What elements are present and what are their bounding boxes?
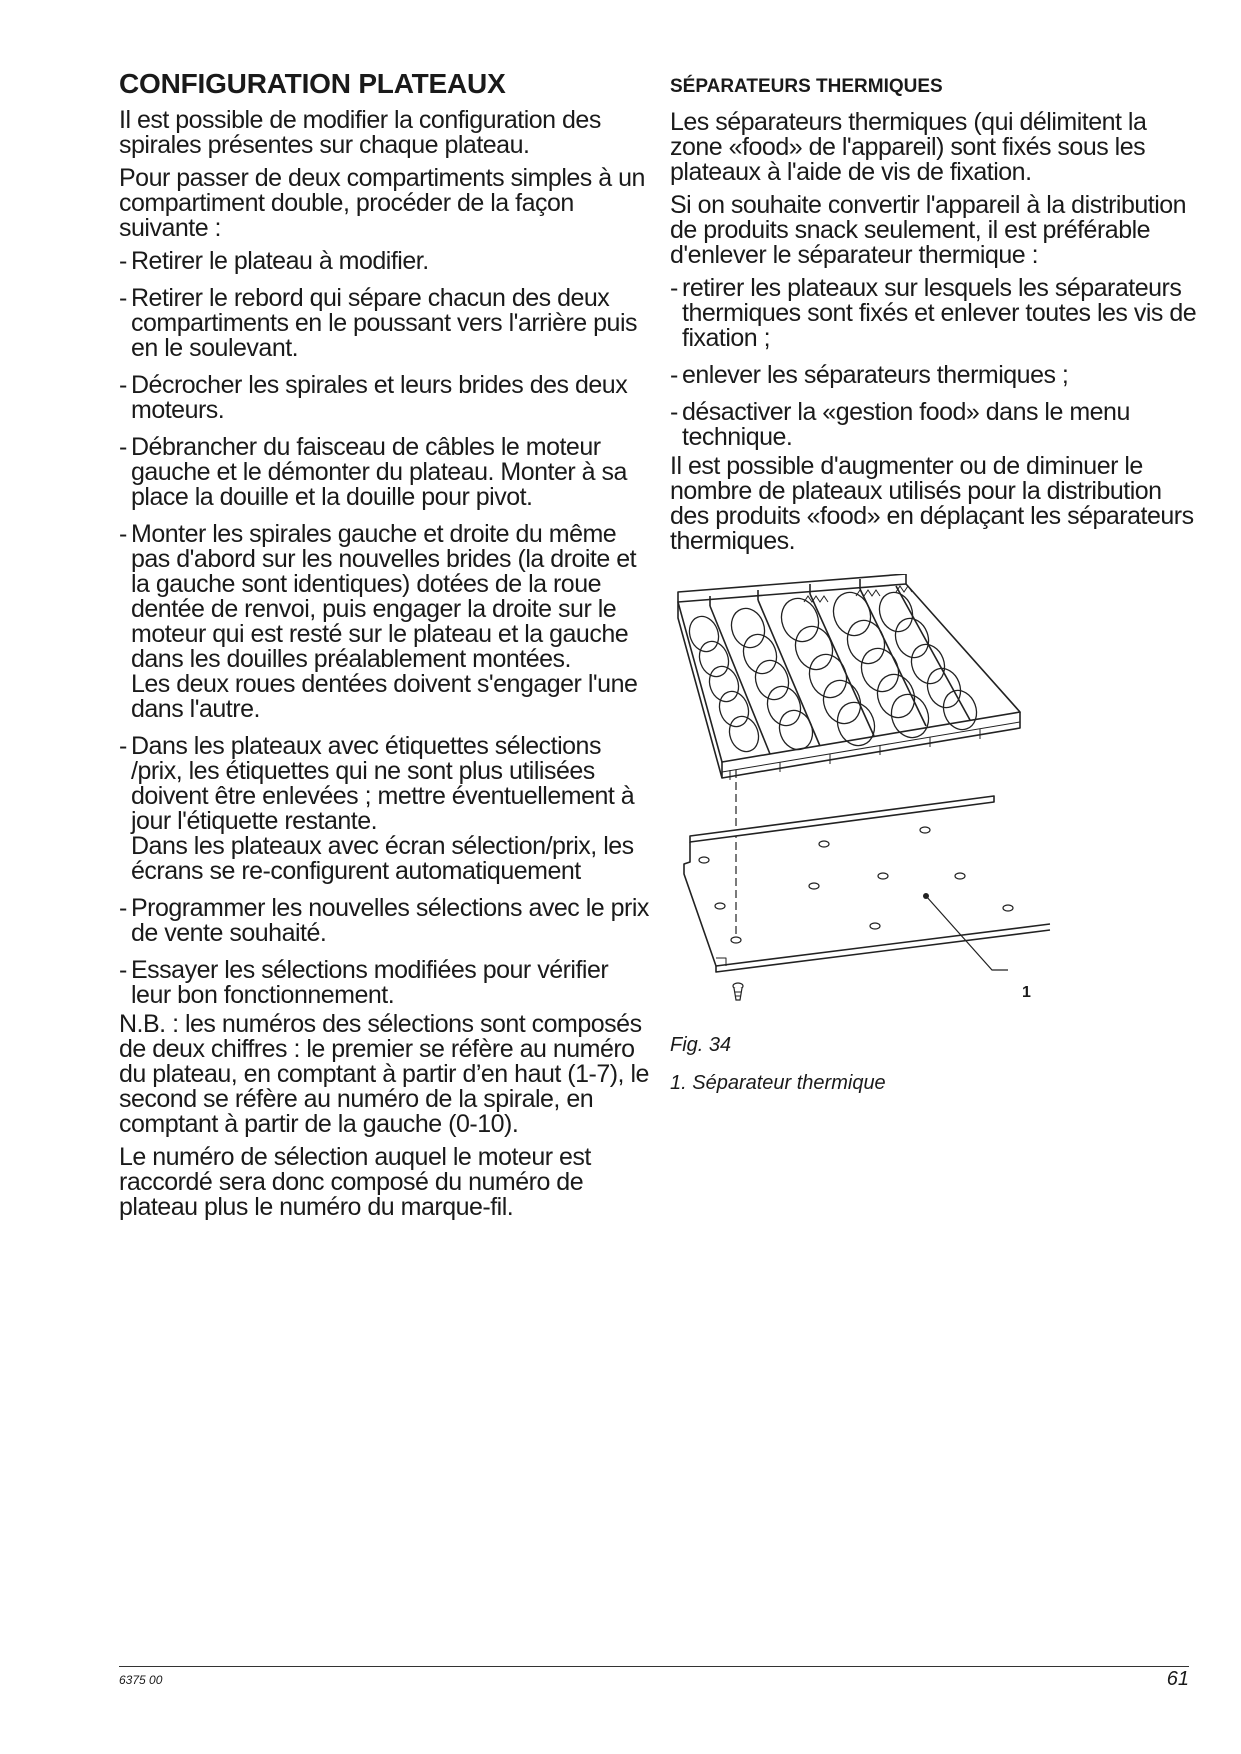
page-number: 61 xyxy=(1166,1668,1189,1690)
list-item: - Débrancher du faisceau de câbles le moteur gauche et le démonter du plateau. Monter à sa place la douille et la douille pour pivot. xyxy=(119,435,649,510)
list-item: - Retirer le plateau à modifier. xyxy=(119,249,649,274)
separator-paragraph-1: Les séparateurs thermiques (qui délimitent la zone «food» de l'appareil) sont fixés sous les plateaux à l'aide de vis de fixation. xyxy=(670,108,1147,186)
list-item: - Monter les spirales gauche et droite du même pas d'abord sur les nouvelles brides (la droite et la gauche sont identiques) dotées de la roue dentée de renvoi, puis engager la droite sur le moteur qui est resté sur le plateau et la gauche dans les douilles préalablement montées. Les deux roues dentées doivent s'engager l'une dans l'autre. xyxy=(119,522,649,722)
list-item: - Retirer le rebord qui sépare chacun des deux compartiments en le poussant vers l'arrière puis en le soulevant. xyxy=(119,286,649,361)
left-column xyxy=(119,66,649,1228)
list-item: - Programmer les nouvelles sélections avec le prix de vente souhaité. xyxy=(119,896,649,946)
section-subtitle: SÉPARATEURS THERMIQUES xyxy=(670,76,943,97)
separator-procedure-list xyxy=(670,276,1200,450)
footer-divider xyxy=(119,1666,1189,1667)
procedure-list xyxy=(119,249,649,1008)
section-title: CONFIGURATION PLATEAUX xyxy=(119,68,506,99)
right-column xyxy=(670,66,1200,1096)
tray-separator-illustration xyxy=(670,574,1110,1024)
figure-callout-1: 1 xyxy=(1022,984,1031,1001)
list-item-continuation: Les deux roues dentées doivent s'engager l'une dans l'autre. xyxy=(131,670,638,723)
nb-paragraph: N.B. : les numéros des sélections sont composés de deux chiffres : le premier se réfère au numéro du plateau, en comptant à partir d’en haut (1-7), le second se réfère au numéro de la spirale, en comptant à partir de la gauche (0-10). xyxy=(119,1010,649,1138)
list-item: - Essayer les sélections modifiées pour vérifier leur bon fonctionnement. xyxy=(119,958,649,1008)
intro-paragraph-2: Pour passer de deux compartiments simples à un compartiment double, procéder de la façon suivante : xyxy=(119,164,645,242)
left-body xyxy=(119,108,649,1220)
figure-label: Fig. 34 xyxy=(670,1034,732,1056)
document-code: 6375 00 xyxy=(119,1673,163,1687)
list-item: - Décrocher les spirales et leurs brides des deux moteurs. xyxy=(119,373,649,423)
right-body xyxy=(670,110,1200,554)
figure-legend: 1. Séparateur thermique xyxy=(670,1072,886,1094)
intro-paragraph-1: Il est possible de modifier la configuration des spirales présentes sur chaque plateau. xyxy=(119,106,601,159)
separator-paragraph-3: Il est possible d'augmenter ou de diminuer le nombre de plateaux utilisés pour la distribution des produits «food» en déplaçant les séparateurs thermiques. xyxy=(670,452,1194,555)
list-item: - Dans les plateaux avec étiquettes sélections /prix, les étiquettes qui ne sont plus utilisées doivent être enlevées ; mettre éventuellement à jour l'étiquette restante. Dans les plateaux avec écran sélection/prix, les écrans se re-configurent automatiquement xyxy=(119,734,649,884)
outro-paragraph: Le numéro de sélection auquel le moteur est raccordé sera donc composé du numéro de plateau plus le numéro du marque-fil. xyxy=(119,1143,591,1221)
list-item: - retirer les plateaux sur lesquels les séparateurs thermiques sont fixés et enlever toutes les vis de fixation ; xyxy=(670,276,1200,351)
list-item: - désactiver la «gestion food» dans le menu technique. xyxy=(670,400,1200,450)
figure-34 xyxy=(670,574,1110,1024)
list-item-continuation: Dans les plateaux avec écran sélection/prix, les écrans se re-configurent automatiquement xyxy=(131,832,634,885)
separator-paragraph-2: Si on souhaite convertir l'appareil à la distribution de produits snack seulement, il est préférable d'enlever le séparateur thermique : xyxy=(670,191,1187,269)
list-item: - enlever les séparateurs thermiques ; xyxy=(670,363,1200,388)
